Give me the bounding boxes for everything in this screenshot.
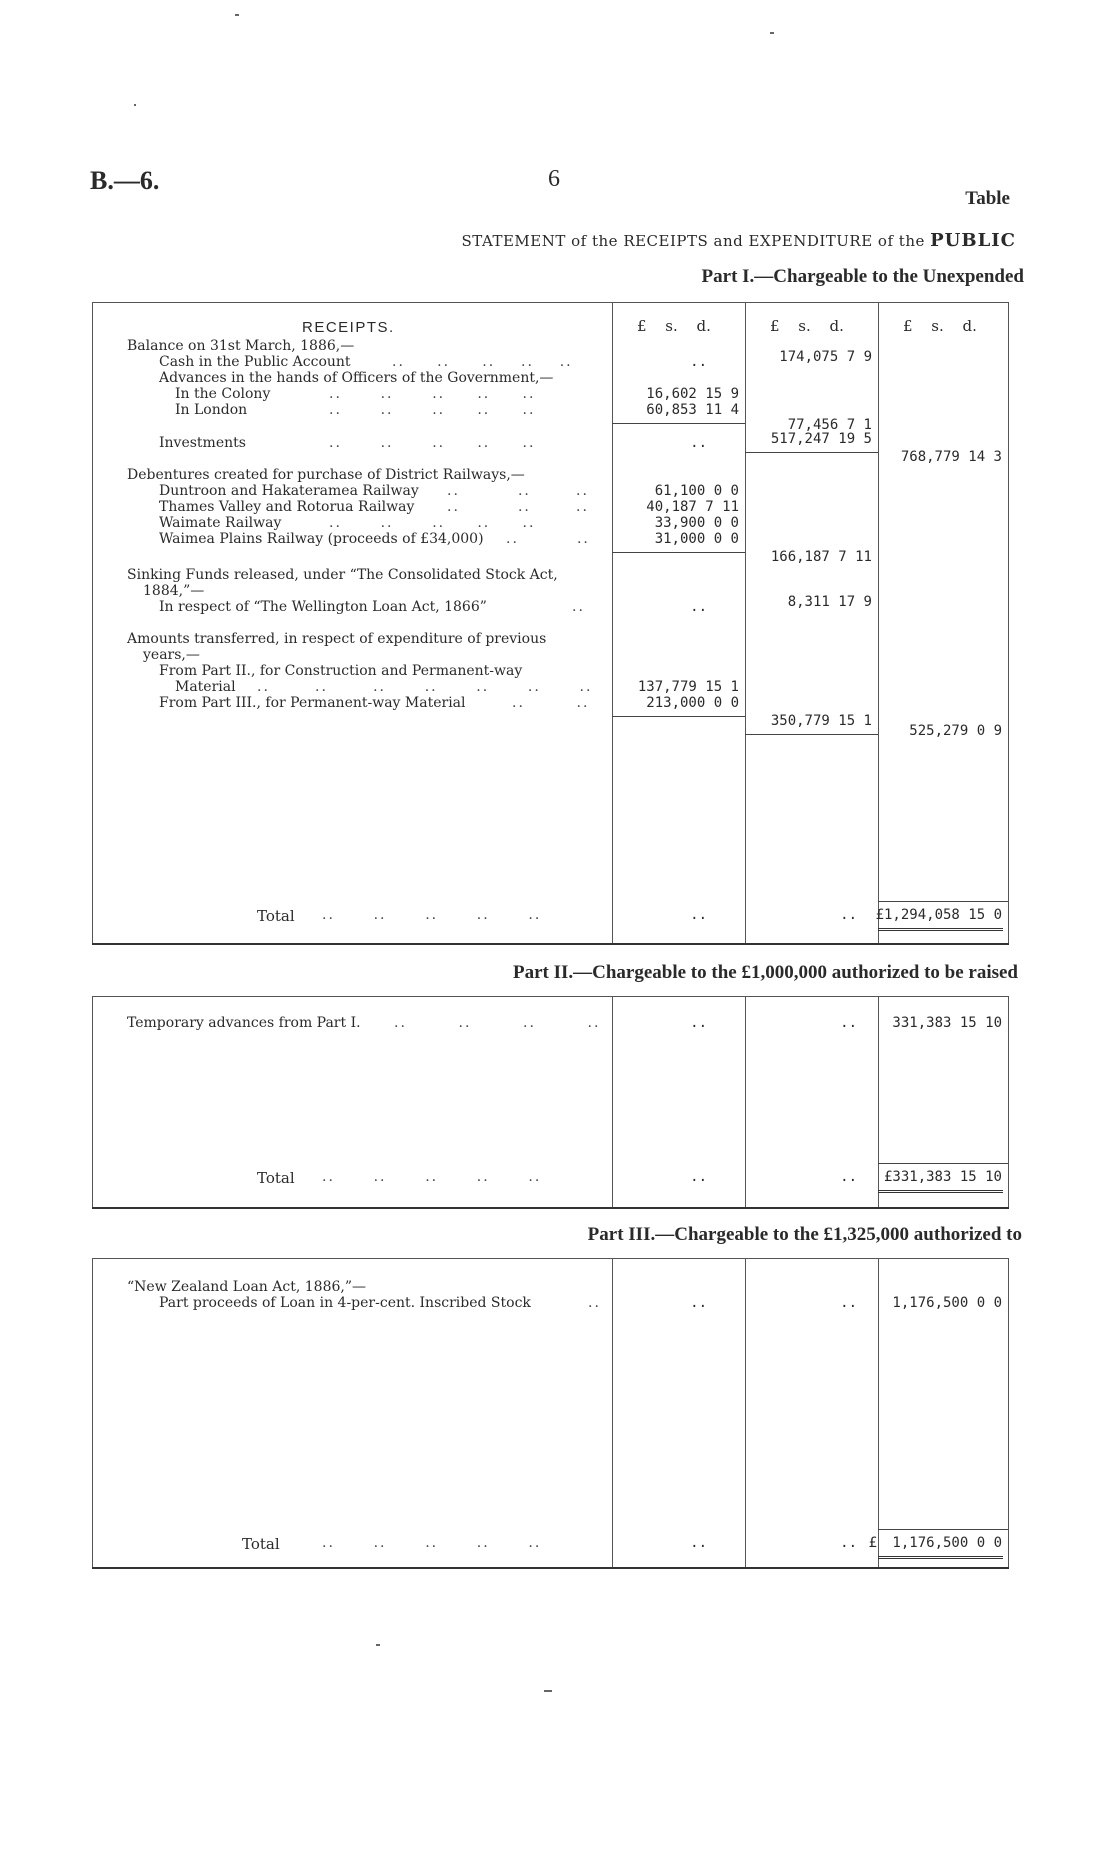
colony-col2: 16,602 15 9 — [646, 386, 739, 402]
col-rule — [878, 303, 879, 943]
section-total: 525,279 0 9 — [909, 723, 1002, 739]
sinking-label-3: In respect of “The Wellington Loan Act, 1866” — [159, 599, 487, 615]
statement-title — [462, 230, 1017, 251]
investments-col3: 517,247 19 5 — [770, 431, 872, 447]
leader-dots: .. .. — [512, 695, 590, 711]
row-col2: .. — [690, 1015, 707, 1031]
from3-label: From Part III., for Permanent-way Material — [159, 695, 466, 711]
leader-dots: .. .. .. .. .. — [329, 386, 536, 402]
part3-total: 1,176,500 0 0 — [892, 1535, 1002, 1551]
total-label: Total — [242, 1535, 280, 1553]
investments-label: Investments — [159, 435, 246, 451]
subtotal-rule — [612, 552, 745, 553]
balance-total: 768,779 14 3 — [900, 449, 1002, 465]
print-speck — [376, 1644, 380, 1646]
from2-label-2: Material — [175, 679, 236, 695]
rail3-label: Waimate Railway — [159, 515, 282, 531]
leader-dots: .. .. .. .. — [394, 1015, 601, 1031]
page-number: 6 — [548, 166, 560, 192]
temporary-advances-value: 331,383 15 10 — [892, 1015, 1002, 1031]
total-rule — [878, 1163, 1008, 1164]
print-speck — [235, 14, 239, 16]
part2-table — [92, 996, 1009, 1209]
receipts-heading: RECEIPTS. — [302, 319, 395, 336]
col-rule — [745, 1259, 746, 1567]
loan-act-label: “New Zealand Loan Act, 1886,”— — [127, 1279, 366, 1295]
rail-total: 166,187 7 11 — [770, 549, 872, 565]
leader-dots: .. .. .. .. .. .. .. — [257, 679, 593, 695]
sinking-col3: 8,311 17 9 — [787, 594, 872, 610]
total-double-rule — [878, 928, 1003, 931]
cash-label: Cash in the Public Account — [159, 354, 351, 370]
amounts-label-1: Amounts transferred, in respect of expenditure of previous — [127, 631, 547, 647]
part1-table — [92, 302, 1009, 945]
total-label: Total — [257, 907, 295, 925]
col3-head: £ s. d. — [770, 317, 844, 335]
from-total: 350,779 15 1 — [770, 713, 872, 729]
leader-dots: .. .. .. .. .. — [329, 515, 536, 531]
amounts-label-2: years,— — [143, 647, 200, 663]
col-rule — [1008, 1259, 1009, 1567]
loan-proceeds-value: 1,176,500 0 0 — [892, 1295, 1002, 1311]
leader-dots: .. .. .. .. .. — [322, 1169, 542, 1185]
leader-dots: .. — [572, 599, 585, 615]
grand-total: £1,294,058 15 0 — [875, 907, 1002, 923]
part1-title: Part I.—Chargeable to the Unexpended — [701, 266, 1024, 287]
table-label: Table — [965, 188, 1010, 209]
london-label: In London — [175, 402, 248, 418]
total-label: Total — [257, 1169, 295, 1187]
leader-dots: .. .. .. .. .. — [392, 354, 573, 370]
temporary-advances-label: Temporary advances from Part I. — [127, 1015, 361, 1031]
total-col3: .. — [840, 1535, 857, 1551]
from3-val: 213,000 0 0 — [646, 695, 739, 711]
document-reference: B.—6. — [90, 166, 160, 195]
part3-title: Part III.—Chargeable to the £1,325,000 authorized to — [587, 1224, 1022, 1245]
rail3-val: 33,900 0 0 — [654, 515, 739, 531]
subtotal-rule — [745, 734, 878, 735]
total-double-rule — [878, 1190, 1003, 1193]
col4-head: £ s. d. — [903, 317, 977, 335]
col-rule — [92, 303, 93, 943]
row-col2: .. — [690, 1295, 707, 1311]
col-rule — [92, 1259, 93, 1567]
col-rule — [612, 1259, 613, 1567]
investments-col2: .. — [690, 435, 707, 451]
colony-label: In the Colony — [175, 386, 271, 402]
from2-val: 137,779 15 1 — [637, 679, 739, 695]
print-speck — [770, 32, 774, 34]
rail1-val: 61,100 0 0 — [654, 483, 739, 499]
part2-total: £331,383 15 10 — [883, 1169, 1002, 1185]
total-col2: .. — [690, 1535, 707, 1551]
col-rule — [612, 303, 613, 943]
rail1-label: Duntroon and Hakateramea Railway — [159, 483, 419, 499]
total-col2: .. — [690, 1169, 707, 1185]
leader-dots: .. .. — [506, 531, 590, 547]
debentures-label: Debentures created for purchase of District Railways,— — [127, 467, 525, 483]
pound-sign: £ — [868, 1535, 877, 1551]
advances-total: 77,456 7 1 — [787, 417, 872, 433]
total-rule — [878, 901, 1008, 902]
rail2-val: 40,187 7 11 — [646, 499, 739, 515]
col-rule — [612, 997, 613, 1207]
print-speck — [544, 1690, 552, 1692]
leader-dots: .. .. .. .. .. — [322, 1535, 542, 1551]
sinking-label-1: Sinking Funds released, under “The Consolidated Stock Act, — [127, 567, 558, 583]
total-col3: .. — [840, 1169, 857, 1185]
rail4-val: 31,000 0 0 — [654, 531, 739, 547]
col-rule — [92, 997, 93, 1207]
sinking-col2: .. — [690, 599, 707, 615]
rail4-label: Waimea Plains Railway (proceeds of £34,000) — [159, 531, 484, 547]
total-col3: .. — [840, 907, 857, 923]
row-col3: .. — [840, 1295, 857, 1311]
subtotal-rule — [745, 452, 878, 453]
from2-label-1: From Part II., for Construction and Permanent-way — [159, 663, 523, 679]
loan-proceeds-label: Part proceeds of Loan in 4-per-cent. Inscribed Stock — [159, 1295, 531, 1311]
cash-col2: .. — [690, 354, 707, 370]
balance-label: Balance on 31st March, 1886,— — [127, 338, 355, 354]
col-rule — [1008, 997, 1009, 1207]
statement-prefix: STATEMENT of the RECEIPTS and EXPENDITURE of the — [461, 232, 925, 250]
total-double-rule — [878, 1556, 1003, 1559]
col-rule — [1008, 303, 1009, 943]
part2-title: Part II.—Chargeable to the £1,000,000 authorized to be raised — [512, 962, 1018, 983]
sinking-label-2: 1884,”— — [143, 583, 205, 599]
rail2-label: Thames Valley and Rotorua Railway — [159, 499, 415, 515]
print-speck — [134, 104, 136, 106]
subtotal-rule — [612, 716, 745, 717]
statement-bold: PUBLIC — [930, 230, 1016, 251]
leader-dots: .. .. .. — [447, 483, 589, 499]
leader-dots: .. .. .. .. .. — [329, 402, 536, 418]
leader-dots: .. .. .. .. .. — [329, 435, 536, 451]
col-rule — [745, 997, 746, 1207]
cash-col3: 174,075 7 9 — [779, 349, 872, 365]
leader-dots: .. .. .. — [447, 499, 589, 515]
total-col2: .. — [690, 907, 707, 923]
col2-head: £ s. d. — [637, 317, 711, 335]
leader-dots: .. — [588, 1295, 601, 1311]
advances-label: Advances in the hands of Officers of the Government,— — [159, 370, 554, 386]
total-rule — [878, 1529, 1008, 1530]
london-col2: 60,853 11 4 — [646, 402, 739, 418]
leader-dots: .. .. .. .. .. — [322, 907, 542, 923]
subtotal-rule — [612, 423, 745, 424]
row-col3: .. — [840, 1015, 857, 1031]
col-rule — [745, 303, 746, 943]
part3-table — [92, 1258, 1009, 1569]
